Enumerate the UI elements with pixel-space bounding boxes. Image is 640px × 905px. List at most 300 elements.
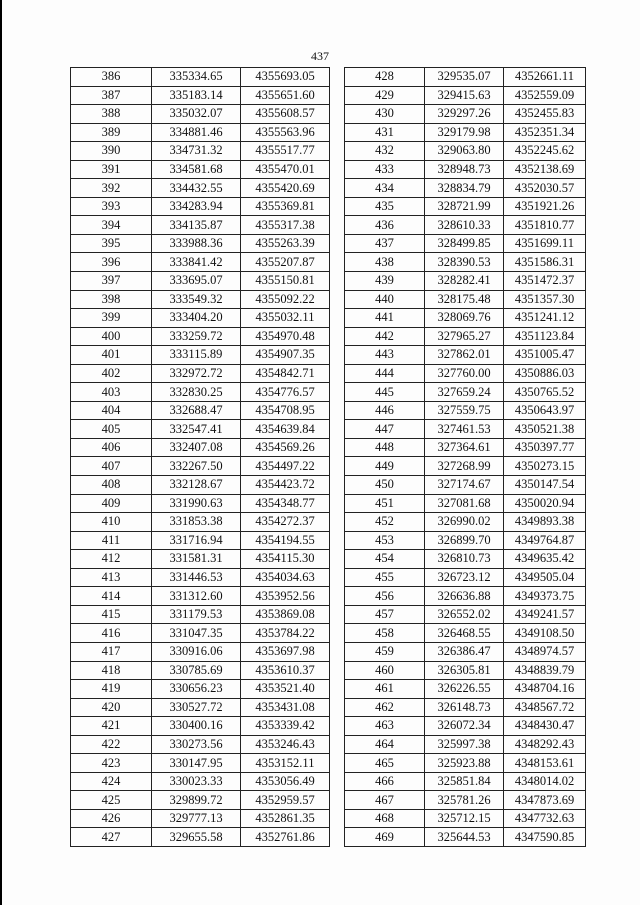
y-coordinate-cell: 4349108.50: [504, 624, 586, 643]
y-coordinate-cell: 4354842.71: [241, 364, 330, 383]
x-coordinate-cell: 330023.33: [152, 772, 241, 791]
y-coordinate-cell: 4354776.57: [241, 383, 330, 402]
point-number-cell: 419: [71, 680, 152, 699]
point-number-cell: 455: [345, 568, 425, 587]
point-number-cell: 413: [71, 568, 152, 587]
table-row: [71, 457, 330, 476]
x-coordinate-cell: 331312.60: [152, 587, 241, 606]
table-row: [345, 272, 586, 291]
y-coordinate-cell: 4355317.38: [241, 216, 330, 235]
table-row: [345, 364, 586, 383]
point-number-cell: 422: [71, 735, 152, 754]
y-coordinate-cell: 4353431.08: [241, 698, 330, 717]
point-number-cell: 390: [71, 142, 152, 161]
point-number-cell: 431: [345, 123, 425, 142]
y-coordinate-cell: 4352761.86: [241, 828, 330, 847]
x-coordinate-cell: 334881.46: [152, 123, 241, 142]
point-number-cell: 409: [71, 494, 152, 513]
point-number-cell: 395: [71, 234, 152, 253]
y-coordinate-cell: 4354423.72: [241, 476, 330, 495]
point-number-cell: 442: [345, 327, 425, 346]
point-number-cell: 424: [71, 772, 152, 791]
point-number-cell: 421: [71, 717, 152, 736]
point-number-cell: 393: [71, 197, 152, 216]
table-row: [71, 401, 330, 420]
y-coordinate-cell: 4352661.11: [504, 68, 586, 87]
y-coordinate-cell: 4351472.37: [504, 272, 586, 291]
x-coordinate-cell: 328610.33: [425, 216, 504, 235]
x-coordinate-cell: 328834.79: [425, 179, 504, 198]
point-number-cell: 434: [345, 179, 425, 198]
x-coordinate-cell: 327965.27: [425, 327, 504, 346]
point-number-cell: 400: [71, 327, 152, 346]
table-row: [345, 123, 586, 142]
point-number-cell: 425: [71, 791, 152, 810]
x-coordinate-cell: 332972.72: [152, 364, 241, 383]
x-coordinate-cell: 329777.13: [152, 809, 241, 828]
x-coordinate-cell: 334432.55: [152, 179, 241, 198]
point-number-cell: 446: [345, 401, 425, 420]
table-row: [345, 661, 586, 680]
x-coordinate-cell: 333549.32: [152, 290, 241, 309]
x-coordinate-cell: 326226.55: [425, 680, 504, 699]
table-row: [345, 754, 586, 773]
table-row: [345, 253, 586, 272]
table-row: [345, 290, 586, 309]
x-coordinate-cell: 328282.41: [425, 272, 504, 291]
page-number: 437: [311, 49, 329, 63]
table-row: [345, 717, 586, 736]
table-row: [71, 772, 330, 791]
point-number-cell: 461: [345, 680, 425, 699]
table-row: [71, 142, 330, 161]
y-coordinate-cell: 4355263.39: [241, 234, 330, 253]
y-coordinate-cell: 4348567.72: [504, 698, 586, 717]
table-row: [345, 642, 586, 661]
x-coordinate-cell: 325997.38: [425, 735, 504, 754]
y-coordinate-cell: 4350147.54: [504, 476, 586, 495]
y-coordinate-cell: 4347732.63: [504, 809, 586, 828]
y-coordinate-cell: 4355651.60: [241, 86, 330, 105]
x-coordinate-cell: 328390.53: [425, 253, 504, 272]
y-coordinate-cell: 4355369.81: [241, 197, 330, 216]
y-coordinate-cell: 4352351.34: [504, 123, 586, 142]
point-number-cell: 406: [71, 438, 152, 457]
point-number-cell: 388: [71, 105, 152, 124]
y-coordinate-cell: 4351921.26: [504, 197, 586, 216]
point-number-cell: 462: [345, 698, 425, 717]
table-row: [345, 680, 586, 699]
table-row: [71, 476, 330, 495]
point-number-cell: 408: [71, 476, 152, 495]
y-coordinate-cell: 4352959.57: [241, 791, 330, 810]
point-number-cell: 430: [345, 105, 425, 124]
point-number-cell: 416: [71, 624, 152, 643]
point-number-cell: 396: [71, 253, 152, 272]
point-number-cell: 435: [345, 197, 425, 216]
point-number-cell: 428: [345, 68, 425, 87]
table-row: [71, 680, 330, 699]
x-coordinate-cell: 334135.87: [152, 216, 241, 235]
y-coordinate-cell: 4350397.77: [504, 438, 586, 457]
table-row: [71, 513, 330, 532]
point-number-cell: 466: [345, 772, 425, 791]
table-row: [345, 494, 586, 513]
y-coordinate-cell: 4351123.84: [504, 327, 586, 346]
table-row: [71, 809, 330, 828]
y-coordinate-cell: 4352861.35: [241, 809, 330, 828]
x-coordinate-cell: 332830.25: [152, 383, 241, 402]
y-coordinate-cell: 4352559.09: [504, 86, 586, 105]
table-row: [71, 605, 330, 624]
point-number-cell: 403: [71, 383, 152, 402]
y-coordinate-cell: 4354569.26: [241, 438, 330, 457]
point-number-cell: 402: [71, 364, 152, 383]
point-number-cell: 387: [71, 86, 152, 105]
x-coordinate-cell: 333841.42: [152, 253, 241, 272]
y-coordinate-cell: 4352455.83: [504, 105, 586, 124]
x-coordinate-cell: 333259.72: [152, 327, 241, 346]
x-coordinate-cell: 326810.73: [425, 550, 504, 569]
y-coordinate-cell: 4354194.55: [241, 531, 330, 550]
table-row: [71, 698, 330, 717]
y-coordinate-cell: 4354348.77: [241, 494, 330, 513]
point-number-cell: 423: [71, 754, 152, 773]
point-number-cell: 465: [345, 754, 425, 773]
table-row: [345, 420, 586, 439]
table-row: [345, 105, 586, 124]
y-coordinate-cell: 4348292.43: [504, 735, 586, 754]
point-number-cell: 448: [345, 438, 425, 457]
point-number-cell: 433: [345, 160, 425, 179]
point-number-cell: 464: [345, 735, 425, 754]
table-row: [345, 401, 586, 420]
y-coordinate-cell: 4355207.87: [241, 253, 330, 272]
y-coordinate-cell: 4350765.52: [504, 383, 586, 402]
table-row: [71, 661, 330, 680]
x-coordinate-cell: 331446.53: [152, 568, 241, 587]
point-number-cell: 438: [345, 253, 425, 272]
point-number-cell: 453: [345, 531, 425, 550]
x-coordinate-cell: 330785.69: [152, 661, 241, 680]
x-coordinate-cell: 334581.68: [152, 160, 241, 179]
table-row: [71, 272, 330, 291]
y-coordinate-cell: 4349764.87: [504, 531, 586, 550]
y-coordinate-cell: 4354907.35: [241, 346, 330, 365]
point-number-cell: 411: [71, 531, 152, 550]
x-coordinate-cell: 326899.70: [425, 531, 504, 550]
y-coordinate-cell: 4348014.02: [504, 772, 586, 791]
table-row: [71, 160, 330, 179]
point-number-cell: 407: [71, 457, 152, 476]
table-row: [71, 253, 330, 272]
y-coordinate-cell: 4351699.11: [504, 234, 586, 253]
x-coordinate-cell: 329899.72: [152, 791, 241, 810]
table-row: [71, 290, 330, 309]
table-row: [345, 216, 586, 235]
table-row: [345, 550, 586, 569]
table-row: [345, 327, 586, 346]
table-row: [71, 68, 330, 87]
x-coordinate-cell: 328069.76: [425, 309, 504, 328]
y-coordinate-cell: 4349241.57: [504, 605, 586, 624]
table-row: [345, 809, 586, 828]
table-row: [71, 568, 330, 587]
point-number-cell: 426: [71, 809, 152, 828]
table-row: [345, 624, 586, 643]
point-number-cell: 457: [345, 605, 425, 624]
x-coordinate-cell: 325923.88: [425, 754, 504, 773]
table-row: [71, 234, 330, 253]
y-coordinate-cell: 4353952.56: [241, 587, 330, 606]
x-coordinate-cell: 329535.07: [425, 68, 504, 87]
y-coordinate-cell: 4351357.30: [504, 290, 586, 309]
y-coordinate-cell: 4348153.61: [504, 754, 586, 773]
x-coordinate-cell: 335334.65: [152, 68, 241, 87]
point-number-cell: 468: [345, 809, 425, 828]
x-coordinate-cell: 335183.14: [152, 86, 241, 105]
x-coordinate-cell: 328175.48: [425, 290, 504, 309]
y-coordinate-cell: 4349893.38: [504, 513, 586, 532]
table-row: [345, 772, 586, 791]
table-row: [71, 494, 330, 513]
table-row: [345, 828, 586, 847]
x-coordinate-cell: 333695.07: [152, 272, 241, 291]
table-row: [345, 791, 586, 810]
point-number-cell: 398: [71, 290, 152, 309]
point-number-cell: 449: [345, 457, 425, 476]
y-coordinate-cell: 4354497.22: [241, 457, 330, 476]
x-coordinate-cell: 328721.99: [425, 197, 504, 216]
point-number-cell: 427: [71, 828, 152, 847]
y-coordinate-cell: 4353521.40: [241, 680, 330, 699]
table-row: [71, 86, 330, 105]
table-row: [345, 179, 586, 198]
x-coordinate-cell: 330527.72: [152, 698, 241, 717]
y-coordinate-cell: 4350886.03: [504, 364, 586, 383]
x-coordinate-cell: 327461.53: [425, 420, 504, 439]
table-row: [71, 179, 330, 198]
table-row: [71, 420, 330, 439]
coordinates-table-right: [344, 67, 586, 847]
y-coordinate-cell: 4351586.31: [504, 253, 586, 272]
y-coordinate-cell: 4352138.69: [504, 160, 586, 179]
table-row: [345, 438, 586, 457]
point-number-cell: 404: [71, 401, 152, 420]
y-coordinate-cell: 4353152.11: [241, 754, 330, 773]
x-coordinate-cell: 326990.02: [425, 513, 504, 532]
y-coordinate-cell: 4349373.75: [504, 587, 586, 606]
x-coordinate-cell: 333404.20: [152, 309, 241, 328]
table-row: [345, 86, 586, 105]
table-row: [71, 105, 330, 124]
y-coordinate-cell: 4354708.95: [241, 401, 330, 420]
point-number-cell: 437: [345, 234, 425, 253]
y-coordinate-cell: 4353246.43: [241, 735, 330, 754]
x-coordinate-cell: 327174.67: [425, 476, 504, 495]
y-coordinate-cell: 4355693.05: [241, 68, 330, 87]
point-number-cell: 451: [345, 494, 425, 513]
point-number-cell: 432: [345, 142, 425, 161]
x-coordinate-cell: 329297.26: [425, 105, 504, 124]
x-coordinate-cell: 325712.15: [425, 809, 504, 828]
x-coordinate-cell: 325644.53: [425, 828, 504, 847]
x-coordinate-cell: 332547.41: [152, 420, 241, 439]
table-row: [345, 513, 586, 532]
y-coordinate-cell: 4352245.62: [504, 142, 586, 161]
table-row: [71, 309, 330, 328]
table-row: [345, 160, 586, 179]
point-number-cell: 454: [345, 550, 425, 569]
x-coordinate-cell: 328499.85: [425, 234, 504, 253]
point-number-cell: 412: [71, 550, 152, 569]
x-coordinate-cell: 326148.73: [425, 698, 504, 717]
point-number-cell: 399: [71, 309, 152, 328]
point-number-cell: 436: [345, 216, 425, 235]
table-row: [345, 457, 586, 476]
table-row: [71, 197, 330, 216]
x-coordinate-cell: 326386.47: [425, 642, 504, 661]
point-number-cell: 429: [345, 86, 425, 105]
table-row: [345, 605, 586, 624]
x-coordinate-cell: 328948.73: [425, 160, 504, 179]
y-coordinate-cell: 4353339.42: [241, 717, 330, 736]
point-number-cell: 469: [345, 828, 425, 847]
y-coordinate-cell: 4354970.48: [241, 327, 330, 346]
x-coordinate-cell: 326305.81: [425, 661, 504, 680]
point-number-cell: 415: [71, 605, 152, 624]
y-coordinate-cell: 4355608.57: [241, 105, 330, 124]
table-row: [345, 197, 586, 216]
x-coordinate-cell: 327760.00: [425, 364, 504, 383]
y-coordinate-cell: 4353697.98: [241, 642, 330, 661]
x-coordinate-cell: 327081.68: [425, 494, 504, 513]
table-row: [71, 587, 330, 606]
point-number-cell: 394: [71, 216, 152, 235]
x-coordinate-cell: 330147.95: [152, 754, 241, 773]
point-number-cell: 386: [71, 68, 152, 87]
y-coordinate-cell: 4354272.37: [241, 513, 330, 532]
y-coordinate-cell: 4348839.79: [504, 661, 586, 680]
x-coordinate-cell: 327364.61: [425, 438, 504, 457]
point-number-cell: 439: [345, 272, 425, 291]
table-row: [345, 142, 586, 161]
table-row: [345, 698, 586, 717]
y-coordinate-cell: 4349635.42: [504, 550, 586, 569]
point-number-cell: 443: [345, 346, 425, 365]
x-coordinate-cell: 331990.63: [152, 494, 241, 513]
x-coordinate-cell: 332128.67: [152, 476, 241, 495]
table-row: [345, 234, 586, 253]
x-coordinate-cell: 334731.32: [152, 142, 241, 161]
x-coordinate-cell: 331179.53: [152, 605, 241, 624]
point-number-cell: 460: [345, 661, 425, 680]
table-row: [71, 642, 330, 661]
table-row: [71, 791, 330, 810]
y-coordinate-cell: 4353869.08: [241, 605, 330, 624]
y-coordinate-cell: 4350273.15: [504, 457, 586, 476]
point-number-cell: 418: [71, 661, 152, 680]
x-coordinate-cell: 330400.16: [152, 717, 241, 736]
point-number-cell: 458: [345, 624, 425, 643]
point-number-cell: 414: [71, 587, 152, 606]
y-coordinate-cell: 4355517.77: [241, 142, 330, 161]
y-coordinate-cell: 4355470.01: [241, 160, 330, 179]
table-row: [71, 717, 330, 736]
y-coordinate-cell: 4348430.47: [504, 717, 586, 736]
y-coordinate-cell: 4355032.11: [241, 309, 330, 328]
table-row: [71, 327, 330, 346]
table-row: [71, 364, 330, 383]
x-coordinate-cell: 331581.31: [152, 550, 241, 569]
x-coordinate-cell: 325781.26: [425, 791, 504, 810]
y-coordinate-cell: 4355150.81: [241, 272, 330, 291]
x-coordinate-cell: 326552.02: [425, 605, 504, 624]
point-number-cell: 420: [71, 698, 152, 717]
table-row: [71, 550, 330, 569]
x-coordinate-cell: 334283.94: [152, 197, 241, 216]
y-coordinate-cell: 4350521.38: [504, 420, 586, 439]
point-number-cell: 401: [71, 346, 152, 365]
y-coordinate-cell: 4354639.84: [241, 420, 330, 439]
table-row: [345, 383, 586, 402]
y-coordinate-cell: 4349505.04: [504, 568, 586, 587]
table-row: [71, 346, 330, 365]
point-number-cell: 463: [345, 717, 425, 736]
x-coordinate-cell: 333988.36: [152, 234, 241, 253]
point-number-cell: 440: [345, 290, 425, 309]
y-coordinate-cell: 4355092.22: [241, 290, 330, 309]
table-row: [71, 216, 330, 235]
table-row: [71, 828, 330, 847]
y-coordinate-cell: 4351241.12: [504, 309, 586, 328]
x-coordinate-cell: 331853.38: [152, 513, 241, 532]
table-row: [345, 531, 586, 550]
x-coordinate-cell: 332407.08: [152, 438, 241, 457]
table-row: [71, 754, 330, 773]
x-coordinate-cell: 332688.47: [152, 401, 241, 420]
point-number-cell: 405: [71, 420, 152, 439]
y-coordinate-cell: 4351005.47: [504, 346, 586, 365]
x-coordinate-cell: 329179.98: [425, 123, 504, 142]
point-number-cell: 445: [345, 383, 425, 402]
x-coordinate-cell: 335032.07: [152, 105, 241, 124]
y-coordinate-cell: 4353784.22: [241, 624, 330, 643]
y-coordinate-cell: 4353610.37: [241, 661, 330, 680]
x-coordinate-cell: 330273.56: [152, 735, 241, 754]
x-coordinate-cell: 331047.35: [152, 624, 241, 643]
point-number-cell: 389: [71, 123, 152, 142]
x-coordinate-cell: 325851.84: [425, 772, 504, 791]
table-row: [345, 346, 586, 365]
table-row: [345, 735, 586, 754]
scan-edge: [0, 0, 2, 905]
x-coordinate-cell: 329415.63: [425, 86, 504, 105]
y-coordinate-cell: 4355563.96: [241, 123, 330, 142]
y-coordinate-cell: 4354034.63: [241, 568, 330, 587]
y-coordinate-cell: 4355420.69: [241, 179, 330, 198]
x-coordinate-cell: 326072.34: [425, 717, 504, 736]
y-coordinate-cell: 4350643.97: [504, 401, 586, 420]
point-number-cell: 452: [345, 513, 425, 532]
x-coordinate-cell: 326723.12: [425, 568, 504, 587]
point-number-cell: 392: [71, 179, 152, 198]
x-coordinate-cell: 329063.80: [425, 142, 504, 161]
y-coordinate-cell: 4351810.77: [504, 216, 586, 235]
x-coordinate-cell: 329655.58: [152, 828, 241, 847]
x-coordinate-cell: 330916.06: [152, 642, 241, 661]
coordinates-table-left: [70, 67, 330, 847]
